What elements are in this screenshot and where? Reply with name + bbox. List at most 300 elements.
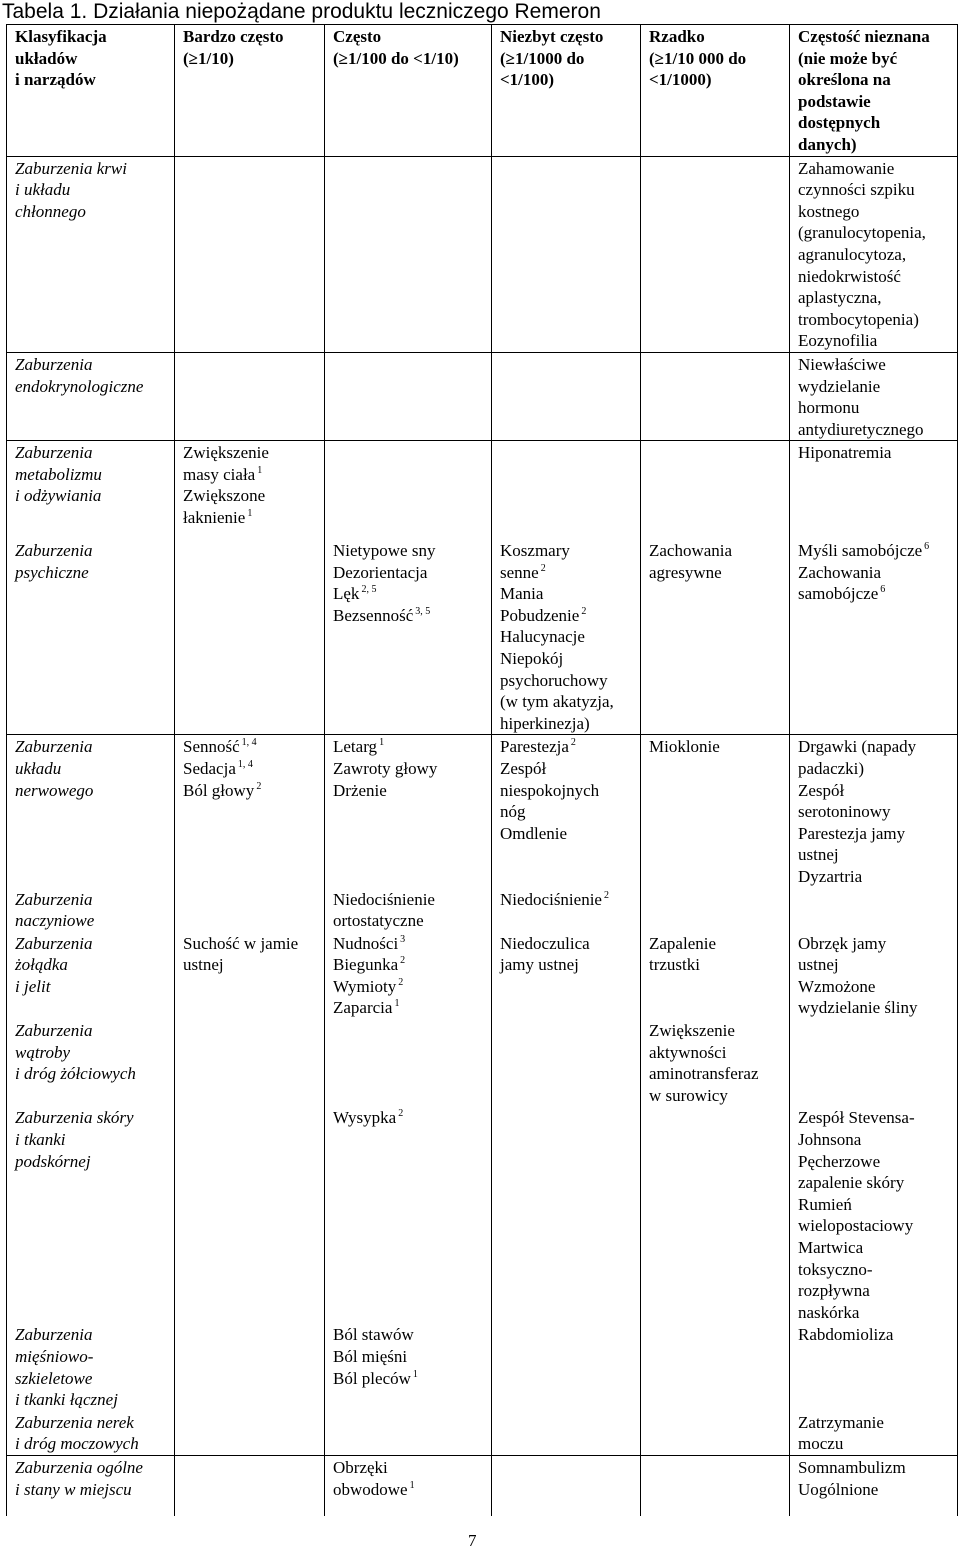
organ-class-cell [7, 932, 175, 1019]
reaction-text: Zapalenie [649, 933, 717, 953]
reaction-line [798, 844, 955, 866]
reaction-cell [492, 1019, 641, 1106]
footnote-ref: 3, 5 [415, 605, 431, 617]
reaction-text: ustnej [183, 955, 224, 975]
reaction-line [500, 823, 638, 845]
reaction-cell [175, 1323, 325, 1410]
reaction-cell [790, 1106, 958, 1323]
reaction-text: wydzielanie śliny [798, 998, 918, 1018]
reaction-text: Biegunka [333, 955, 399, 975]
reaction-line [798, 1151, 955, 1173]
reaction-line [500, 626, 638, 648]
reaction-line [333, 758, 489, 780]
reaction-line [333, 540, 489, 562]
organ-class-line: i tkanki [15, 1130, 66, 1150]
reaction-line [333, 562, 489, 584]
reaction-line [798, 1457, 955, 1479]
reaction-line [183, 507, 322, 529]
reaction-line [798, 866, 955, 888]
reaction-text: aktywności [649, 1042, 727, 1062]
organ-class-line: Zaburzenia [15, 1021, 93, 1041]
reaction-line [798, 330, 955, 352]
header-line: Bardzo często [183, 27, 284, 46]
reaction-text: Sedacja [183, 758, 236, 778]
organ-class-line: Zaburzenia nerek [15, 1412, 134, 1432]
reaction-line [649, 954, 787, 976]
organ-class-line: układu [15, 758, 62, 778]
reaction-text: Eozynofilia [798, 331, 878, 351]
reaction-cell [641, 1411, 790, 1456]
organ-class-line: żołądka [15, 955, 68, 975]
reaction-text: senne [500, 562, 539, 582]
reaction-text: jamy ustnej [500, 955, 579, 975]
reaction-cell [641, 1456, 790, 1516]
reaction-line [500, 889, 638, 911]
reaction-line [649, 1042, 787, 1064]
reaction-line [798, 823, 955, 845]
organ-class-line: endokrynologiczne [15, 376, 144, 396]
reaction-text: hiperkinezja) [500, 713, 590, 733]
organ-class-cell [7, 539, 175, 735]
reaction-text: Zachowania [649, 541, 733, 560]
organ-class-cell [7, 156, 175, 352]
reaction-cell [790, 888, 958, 932]
table-row [7, 441, 958, 546]
reaction-line [500, 605, 638, 627]
reaction-line [798, 244, 955, 266]
reaction-text: toksyczno- [798, 1259, 873, 1279]
reaction-line [183, 933, 322, 955]
reaction-cell [492, 1323, 641, 1410]
table-row [7, 1456, 958, 1516]
reaction-text: Parestezja jamy [798, 823, 906, 843]
reaction-line [500, 780, 638, 802]
reaction-cell [175, 156, 325, 352]
reaction-cell [325, 1411, 492, 1456]
reaction-cell [175, 735, 325, 888]
reaction-line [333, 1457, 489, 1479]
reaction-text: Zespół Stevensa- [798, 1108, 915, 1128]
reaction-cell [175, 1456, 325, 1516]
reaction-line [333, 736, 489, 758]
table-row [7, 1019, 958, 1106]
reaction-cell [175, 441, 325, 546]
reaction-line [798, 1280, 955, 1302]
reaction-line [649, 933, 787, 955]
organ-class-line: i tkanki łącznej [15, 1390, 118, 1410]
reaction-line [183, 780, 322, 802]
reaction-line [798, 266, 955, 288]
footnote-ref: 2 [581, 605, 587, 617]
reaction-line [333, 889, 489, 911]
organ-class-cell [7, 1411, 175, 1456]
reaction-text: (w tym akatyzja, [500, 692, 614, 712]
reaction-text: Zatrzymanie [798, 1412, 884, 1432]
reaction-text: Zaparcia [333, 998, 393, 1018]
header-line: (nie może być [798, 48, 898, 68]
organ-class-line: i dróg moczowych [15, 1434, 139, 1454]
reaction-cell [325, 1456, 492, 1516]
reaction-text: Lęk [333, 584, 360, 604]
reaction-line [798, 562, 955, 584]
reaction-cell [325, 1019, 492, 1106]
organ-class-line: Zaburzenia [15, 933, 93, 953]
reaction-text: ustnej [798, 845, 839, 865]
reaction-line [500, 736, 638, 758]
reaction-line [798, 1129, 955, 1151]
reaction-line [333, 954, 489, 976]
header-cell [790, 25, 958, 157]
header-line: (≥1/100 do <1/10) [333, 48, 459, 68]
table-header-row [7, 25, 958, 157]
reaction-text: Zespół [798, 780, 845, 800]
reaction-text: Niepokój [500, 648, 564, 668]
reaction-line [333, 780, 489, 802]
footnote-ref: 1 [409, 1479, 415, 1491]
reaction-text: wielopostaciowy [798, 1216, 914, 1236]
reaction-cell [325, 888, 492, 932]
reaction-line [649, 1020, 787, 1042]
header-line: (≥1/1000 do [500, 48, 585, 68]
organ-class-line: Zaburzenia ogólne [15, 1458, 143, 1478]
reaction-text: obwodowe [333, 1479, 408, 1499]
reaction-text: Zachowania [798, 562, 882, 582]
reaction-line [333, 583, 489, 605]
reaction-text: Zwiększenie [649, 1021, 735, 1041]
footnote-ref: 6 [880, 584, 886, 596]
reaction-line [798, 1259, 955, 1281]
reaction-line [798, 1412, 955, 1434]
reaction-text: rozpływna [798, 1281, 870, 1301]
reaction-line [183, 442, 322, 464]
reaction-line [333, 1368, 489, 1390]
reaction-text: niedokrwistość [798, 266, 901, 286]
reaction-text: Rumień [798, 1194, 852, 1214]
reaction-cell [175, 352, 325, 440]
reaction-line [333, 605, 489, 627]
header-line: (≥1/10) [183, 48, 234, 68]
reaction-cell [790, 1456, 958, 1516]
reaction-cell [325, 735, 492, 888]
organ-class-line: podskórnej [15, 1151, 91, 1171]
header-line: i narządów [15, 70, 96, 90]
reaction-text: Mania [500, 584, 544, 604]
reaction-text: antydiuretycznego [798, 419, 924, 439]
header-cell [641, 25, 790, 157]
reaction-text: (granulocytopenia, [798, 223, 926, 243]
reaction-cell [790, 156, 958, 352]
header-line: Często [333, 27, 382, 46]
table-row [7, 1411, 958, 1456]
header-cell [325, 25, 492, 157]
reaction-line [798, 287, 955, 309]
reaction-text: samobójcze [798, 584, 879, 604]
reaction-cell [492, 888, 641, 932]
reaction-text: trzustki [649, 955, 700, 975]
reaction-text: trombocytopenia) [798, 309, 919, 329]
reaction-cell [175, 888, 325, 932]
reaction-line [500, 954, 638, 976]
reaction-cell [492, 1411, 641, 1456]
reaction-text: Nudności [333, 933, 399, 953]
reaction-cell [325, 441, 492, 546]
reaction-text: Mioklonie [649, 737, 720, 757]
header-cell [492, 25, 641, 157]
reaction-text: Koszmary [500, 541, 570, 560]
reaction-cell [790, 1323, 958, 1410]
reaction-line [798, 1172, 955, 1194]
reaction-text: Drżenie [333, 780, 387, 800]
reaction-line [500, 801, 638, 823]
organ-class-line: nerwowego [15, 780, 94, 800]
organ-class-line: i jelit [15, 976, 51, 996]
organ-class-line: chłonnego [15, 201, 86, 221]
reaction-text: wydzielanie [798, 376, 881, 396]
header-line: Częstość nieznana [798, 27, 930, 46]
reaction-line [500, 562, 638, 584]
reaction-text: czynności szpiku [798, 180, 915, 200]
reaction-text: Obrzęk jamy [798, 933, 887, 953]
header-cell [175, 25, 325, 157]
reaction-cell [325, 539, 492, 735]
reaction-cell [641, 1106, 790, 1323]
reaction-text: agresywne [649, 562, 722, 582]
reaction-text: Halucynacje [500, 627, 585, 647]
reaction-line [798, 583, 955, 605]
header-cell [7, 25, 175, 157]
reaction-text: psychoruchowy [500, 670, 608, 690]
reaction-line [798, 801, 955, 823]
reaction-cell [790, 1411, 958, 1456]
reaction-line [798, 758, 955, 780]
reaction-cell [175, 1411, 325, 1456]
table-title: Tabela 1. Działania niepożądane produktu leczniczego Remeron [2, 0, 601, 23]
reaction-cell [325, 932, 492, 1019]
header-line: <1/100) [500, 70, 555, 90]
organ-class-line: szkieletowe [15, 1368, 93, 1388]
header-line: podstawie [798, 91, 871, 111]
reaction-text: hormonu [798, 398, 860, 418]
table-row [7, 1323, 958, 1410]
reaction-text: aminotransferaz [649, 1064, 759, 1084]
reaction-cell [492, 1456, 641, 1516]
reaction-text: Zahamowanie [798, 158, 895, 178]
reaction-line [798, 397, 955, 419]
organ-class-line: naczyniowe [15, 911, 95, 931]
reaction-text: Ból pleców [333, 1368, 411, 1388]
reaction-line [798, 1433, 955, 1455]
reaction-line [649, 1063, 787, 1085]
reaction-cell [492, 441, 641, 546]
organ-class-line: Zaburzenia [15, 443, 93, 463]
reaction-line [798, 780, 955, 802]
reaction-text: Dyzartria [798, 866, 863, 886]
reaction-text: Suchość w jamie [183, 933, 299, 953]
reaction-line [333, 1324, 489, 1346]
reaction-line [798, 376, 955, 398]
reaction-text: Wysypka [333, 1108, 397, 1128]
reaction-line [798, 997, 955, 1019]
reaction-line [500, 758, 638, 780]
reaction-line [798, 222, 955, 244]
reaction-text: Wymioty [333, 976, 397, 996]
reaction-line [333, 976, 489, 998]
reaction-line [649, 540, 787, 562]
footnote-ref: 2 [603, 889, 609, 901]
table-row [7, 932, 958, 1019]
reaction-line [798, 954, 955, 976]
header-line: określona na [798, 70, 891, 90]
organ-class-line: wątroby [15, 1042, 71, 1062]
reaction-line [649, 562, 787, 584]
reaction-text: zapalenie skóry [798, 1173, 905, 1193]
reaction-line [649, 1085, 787, 1107]
header-line: Niezbyt często [500, 27, 604, 46]
reaction-line [798, 1107, 955, 1129]
reaction-line [333, 1346, 489, 1368]
table-row [7, 1106, 958, 1323]
reaction-text: Hiponatremia [798, 443, 892, 463]
organ-class-cell [7, 888, 175, 932]
reaction-cell [325, 352, 492, 440]
reaction-cell [790, 352, 958, 440]
header-line: układów [15, 48, 78, 68]
organ-class-line: Zaburzenia [15, 737, 93, 757]
footnote-ref: 2 [570, 737, 576, 749]
reaction-cell [641, 539, 790, 735]
reaction-text: Uogólnione [798, 1479, 879, 1499]
reaction-text: nóg [500, 802, 526, 822]
reaction-line [798, 201, 955, 223]
reaction-text: ortostatyczne [333, 911, 424, 931]
reaction-line [798, 1194, 955, 1216]
footnote-ref: 1 [394, 998, 400, 1010]
adverse-reactions-table-part-2 [6, 539, 958, 1516]
header-line: (≥1/10 000 do [649, 48, 747, 68]
reaction-cell [492, 1106, 641, 1323]
reaction-text: Wzmożone [798, 976, 876, 996]
reaction-text: Somnambulizm [798, 1458, 906, 1478]
table-row [7, 735, 958, 888]
reaction-text: Senność [183, 737, 240, 757]
reaction-line [798, 354, 955, 376]
reaction-line [798, 1237, 955, 1259]
organ-class-line: i odżywiania [15, 486, 102, 506]
reaction-cell [641, 1019, 790, 1106]
reaction-text: Niedoczulica [500, 933, 590, 953]
footnote-ref: 1 [412, 1368, 418, 1380]
organ-class-cell [7, 735, 175, 888]
organ-class-line: Zaburzenia [15, 541, 93, 560]
footnote-ref: 2, 5 [361, 584, 377, 596]
reaction-cell [641, 932, 790, 1019]
reaction-text: łaknienie [183, 508, 246, 528]
reaction-line [798, 976, 955, 998]
reaction-line [500, 583, 638, 605]
header-line: danych) [798, 134, 857, 154]
footnote-ref: 1 [257, 464, 263, 476]
reaction-text: agranulocytoza, [798, 244, 907, 264]
reaction-cell [492, 735, 641, 888]
organ-class-cell [7, 1106, 175, 1323]
organ-class-line: mięśniowo- [15, 1346, 94, 1366]
organ-class-cell [7, 1323, 175, 1410]
reaction-line [500, 540, 638, 562]
reaction-cell [175, 1106, 325, 1323]
reaction-text: Niedociśnienie [500, 889, 602, 909]
reaction-cell [790, 735, 958, 888]
reaction-text: Ból głowy [183, 780, 255, 800]
header-line: <1/1000) [649, 70, 712, 90]
reaction-text: Niewłaściwe [798, 354, 886, 374]
reaction-cell [325, 1323, 492, 1410]
organ-class-cell [7, 441, 175, 546]
organ-class-line: i stany w miejscu [15, 1479, 132, 1499]
reaction-text: Johnsona [798, 1130, 862, 1150]
reaction-cell [641, 352, 790, 440]
reaction-text: padaczki) [798, 758, 865, 778]
reaction-line [798, 540, 955, 562]
reaction-text: aplastyczna, [798, 288, 882, 308]
organ-class-line: i dróg żółciowych [15, 1064, 136, 1084]
footnote-ref: 1 [379, 737, 385, 749]
reaction-text: serotoninowy [798, 802, 891, 822]
reaction-text: w surowicy [649, 1085, 728, 1105]
reaction-line [798, 158, 955, 180]
organ-class-cell [7, 1019, 175, 1106]
reaction-text: Dezorientacja [333, 562, 428, 582]
reaction-cell [641, 735, 790, 888]
reaction-text: Parestezja [500, 737, 569, 757]
footnote-ref: 3 [400, 933, 406, 945]
organ-class-line: Zaburzenia krwi [15, 158, 127, 178]
reaction-text: moczu [798, 1434, 844, 1454]
reaction-line [798, 1324, 955, 1346]
reaction-cell [325, 156, 492, 352]
reaction-cell [492, 539, 641, 735]
organ-class-line: metabolizmu [15, 464, 102, 484]
footnote-ref: 1, 4 [241, 737, 257, 749]
footnote-ref: 2 [400, 955, 406, 967]
reaction-text: Obrzęki [333, 1458, 388, 1478]
reaction-cell [641, 888, 790, 932]
reaction-text: kostnego [798, 201, 860, 221]
reaction-cell [492, 156, 641, 352]
reaction-line [500, 713, 638, 735]
reaction-cell [641, 441, 790, 546]
organ-class-line: Zaburzenia [15, 1325, 93, 1345]
reaction-line [798, 1215, 955, 1237]
reaction-cell [790, 441, 958, 546]
reaction-cell [175, 1019, 325, 1106]
reaction-line [333, 910, 489, 932]
footnote-ref: 1, 4 [237, 758, 253, 770]
reaction-line [500, 648, 638, 670]
organ-class-line: Zaburzenia skóry [15, 1108, 134, 1128]
reaction-line [183, 758, 322, 780]
reaction-line [798, 309, 955, 331]
organ-class-line: Zaburzenia [15, 889, 93, 909]
reaction-line [500, 670, 638, 692]
reaction-text: Drgawki (napady [798, 737, 917, 757]
reaction-text: Letarg [333, 737, 378, 757]
reaction-line [183, 464, 322, 486]
reaction-line [500, 691, 638, 713]
reaction-text: Ból mięśni [333, 1346, 408, 1366]
reaction-text: Zespół [500, 758, 547, 778]
reaction-text: Bezsenność [333, 605, 414, 625]
header-line: Klasyfikacja [15, 27, 107, 46]
